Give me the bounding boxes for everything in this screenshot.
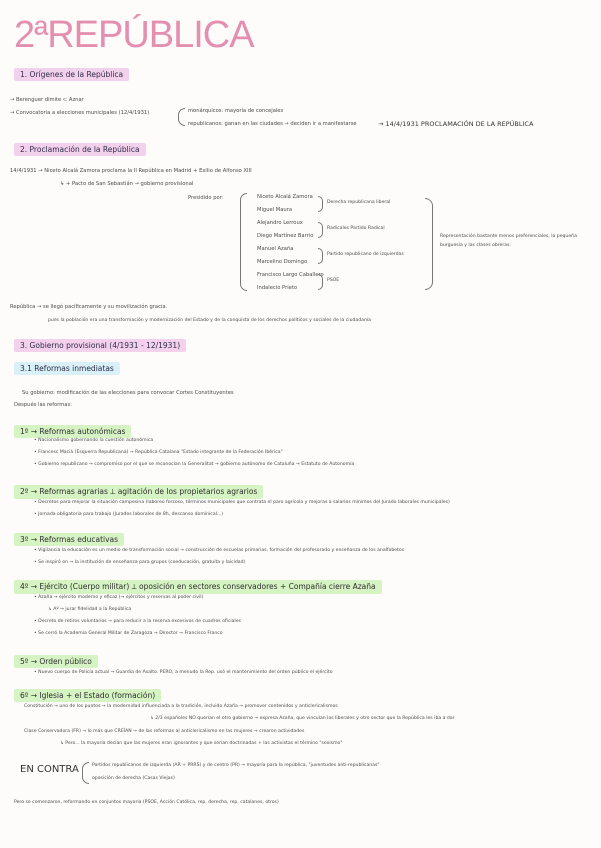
reform-heading: 6º → Iglesia + el Estado (formación) bbox=[14, 689, 161, 702]
text-line: ↳ Aº → jurar fidelidad a la República bbox=[48, 607, 132, 612]
text-line: republicanos: ganan en las ciudades → deciden ir a manifestarse bbox=[188, 121, 357, 127]
text-line: • Nacionalismo gobernando la cuestión autonómica bbox=[34, 438, 154, 443]
text-line: Su gobierno: modificación de las elecciones para convocar Cortes Constituyentes bbox=[22, 390, 234, 396]
minister-name: Francisco Largo Caballero bbox=[257, 272, 324, 278]
text-line: ↳ + Pacto de San Sebastián → gobierno provisional bbox=[60, 181, 194, 187]
party-label: Derecha republicana liberal bbox=[327, 200, 391, 205]
reform-heading: 5º → Orden público bbox=[14, 655, 98, 668]
brace bbox=[240, 193, 247, 291]
text-line: Pero se comenzaron, reformando en conjuntos mayoría (PSOE, Acción Católica, rep. derecha, rep. catalanes, otros) bbox=[14, 800, 279, 805]
minister-name: Manuel Azaña bbox=[257, 246, 294, 252]
text-line: • Azaña → ejército moderno y eficaz (→ ejércitos y reservas al poder civil) bbox=[34, 595, 204, 600]
brace bbox=[318, 222, 323, 238]
subsection-heading: 3.1 Reformas inmediatas bbox=[14, 362, 120, 375]
text-line: • Nuevo cuerpo de Policía actual → Guardia de Asalto. PERO, a menudo la Rep. usó el mantenimiento del orden público el ejército bbox=[34, 670, 333, 675]
reform-heading: 4º → Ejército (Cuerpo militar) ⟂ oposición en sectores conservadores + Compañía cierre Azaña bbox=[14, 580, 382, 594]
text-line: monárquicos: mayoría de concejales bbox=[188, 108, 284, 114]
note: Representación bastante menos preferenciales, la pequeña burguesía y las clases obreras. bbox=[440, 234, 577, 248]
text-line: • Decretos para mejorar la situación campesina (laboreo forzoso, términos municipales que contrata el paro agrícola y mejoras a salarios mínimos del Jurado laborales municipales) bbox=[34, 500, 450, 505]
text-line: • Se cerró la Academia General Militar de Zaragoza → Director → Francisco Franco bbox=[34, 631, 223, 636]
text-line: ↳ 2/3 españoles NO querían el otro gobierno → expresa Azaña, que vinculan los liberales y otro sector que la República les iba a dar bbox=[150, 716, 455, 721]
text-line: Presidido por: bbox=[188, 195, 224, 201]
text-line: • Gobierno republicano → compromiso por el que se reconocían la Generalitat → gobierno autónomo de Cataluña → Estatuto de Autonomía bbox=[34, 462, 355, 467]
minister-name: Alejandro Lerroux bbox=[257, 220, 303, 226]
text-line: Partidos republicanos de izquierda (AR + PRRS) y de centro (PR) → mayoría para la república, "juventudes anti-republicanas" bbox=[92, 763, 380, 768]
brace bbox=[318, 274, 323, 290]
section-1-heading: 1. Orígenes de la República bbox=[14, 68, 129, 81]
en-contra-label: EN CONTRA bbox=[20, 764, 79, 775]
text-line: Clase Conservadora (FR) → lo más que CREÍAN → de las reformas al anticlericalismo en las mujeres → crearon actividades bbox=[24, 729, 305, 734]
text-line: → 14/4/1931 PROCLAMACIÓN DE LA REPÚBLICA bbox=[378, 120, 534, 128]
minister-name: Miguel Maura bbox=[257, 207, 293, 213]
text-line: • Francesc Macià (Esquerra Republicana) → República Catalana "Estado integrante de la Federación Ibérica" bbox=[34, 450, 283, 455]
brace bbox=[318, 248, 323, 264]
brace bbox=[178, 108, 185, 126]
brace bbox=[82, 762, 89, 784]
text-line: • Se inspiró en → la institución de enseñanza para grupos (coeducación, gratuita y laicidad) bbox=[34, 560, 246, 565]
text-line: • Vigilancia la educación es un medio de transformación social → construcción de escuelas primarias, formación del profesorado y enseñanza de los analfabetos bbox=[34, 548, 405, 553]
brace bbox=[318, 196, 323, 212]
text-line: oposición de derecha (Casas Viejas) bbox=[92, 776, 175, 781]
party-label: PSOE bbox=[327, 278, 340, 283]
party-label: Radicales Partido Radical bbox=[327, 226, 385, 231]
section-3-heading: 3. Gobierno provisional (4/1931 - 12/1931) bbox=[14, 339, 186, 352]
text-line: • Jornada obligatoria para trabajo (Jurados laborales de 8h, descanso dominical...) bbox=[34, 512, 224, 517]
minister-name: Indalecio Prieto bbox=[257, 285, 298, 291]
minister-name: Diego Martínez Barrio bbox=[257, 233, 314, 239]
text-line: • Decreto de retiros voluntarios → para reducir a la reserva excesivos de cuadros oficiales bbox=[34, 619, 241, 624]
text-line: → Convocatoria a elecciones municipales (12/4/1931) bbox=[10, 110, 150, 116]
text-line: pues la población era una transformación y modernización del Estado y de la conquista de los derechos políticos y sociales de la ciudadanía bbox=[48, 318, 371, 323]
brace bbox=[425, 198, 433, 290]
text-line: ↳ Pero... la mayoría decían que las mujeres eran ignorantes y que serían doctrinadas + las activistas el término "sexismo" bbox=[60, 741, 343, 746]
text-line: 14/4/1931 → Niceto Alcalá Zamora proclama la II República en Madrid + Exilio de Alfonso XIII bbox=[10, 168, 252, 174]
minister-name: Marcelino Domingo bbox=[257, 259, 308, 265]
party-label: Partido republicano de izquierdas bbox=[327, 252, 404, 257]
reform-heading: 3º → Reformas educativas bbox=[14, 533, 124, 546]
reform-heading: 2º → Reformas agrarias ⟂ agitación de los propietarios agrarios bbox=[14, 485, 263, 499]
text-line: Constitución → uno de los puntos → la modernidad influenciada a la tradición, incluido Azaña → promover contenidos y anticlericalismos bbox=[24, 704, 338, 709]
text-line: → Berenguer dimite ⊂ Aznar bbox=[10, 97, 84, 103]
text-line: Después las reformas: bbox=[14, 402, 72, 408]
minister-name: Niceto Alcalá Zamora bbox=[257, 194, 313, 200]
text-line: República → se llegó pacíficamente y su movilización gracia. bbox=[10, 304, 168, 310]
reform-heading: 1º → Reformas autonómicas bbox=[14, 425, 131, 438]
page-title: 2ªREPÚBLICA bbox=[14, 14, 254, 56]
section-2-heading: 2. Proclamación de la República bbox=[14, 143, 146, 156]
